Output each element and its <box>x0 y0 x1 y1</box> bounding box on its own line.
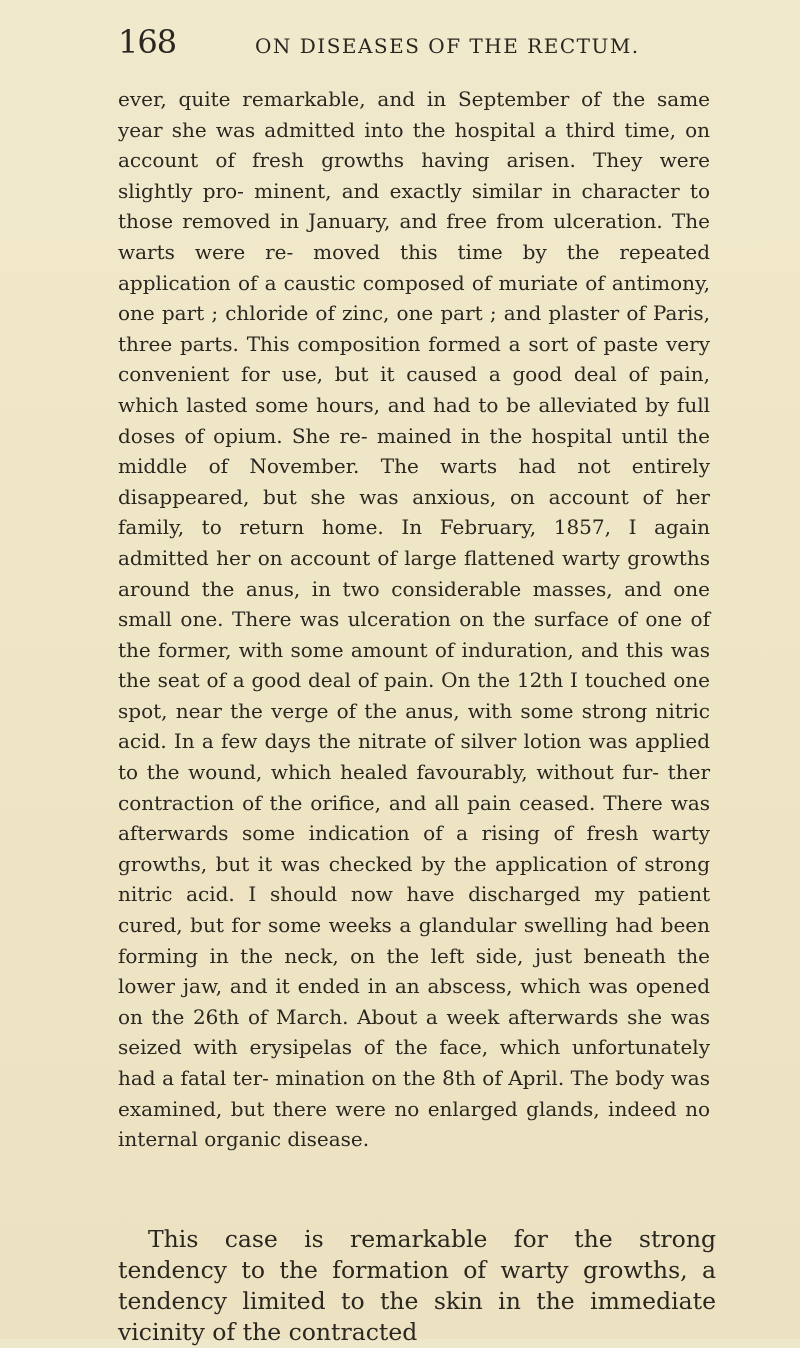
body-paragraph-2: This case is remarkable for the strong tendency to the formation of warty growths, a tendency limited to the skin in the immediate vicinity of the contracted <box>118 1225 716 1346</box>
running-head: ON DISEASES OF THE RECTUM. <box>255 34 640 58</box>
body-paragraph-1: ever, quite remarkable, and in September of the same year she was admitted into the hospital a third time, on account of fresh growths having arisen. They were slightly pro- minent, and exactly similar in character to those removed in January, and free from ulceration. The warts were re- moved this time by the repeated application of a caustic composed of muriate of antimony, one part ; chloride of zinc, one part ; and plaster of Paris, three parts. This composition formed a sort of paste very convenient for use, but it caused a good deal of pain, which lasted some hours, and had to be alleviated by full doses of opium. She re- mained in the hospital until the middle of November. The warts had not entirely disappeared, but she was anxious, on account of her family, to return home. In February, 1857, I again admitted her on account of large flattened warty growths around the anus, in two considerable masses, and one small one. There was ulceration on the surface of one of the former, with some amount of induration, and this was the seat of a good deal of pain. On the 12th I touched one spot, near the verge of the anus, with some strong nitric acid. In a few days the nitrate of silver lotion was applied to the wound, which healed favourably, without fur- ther contraction of the orifice, and all pain ceased. There was afterwards some indication of a rising of fresh warty growths, but it was checked by the application of strong nitric acid. I should now have discharged my patient cured, but for some weeks a glandular swelling had been forming in the neck, on the left side, just beneath the lower jaw, and it ended in an abscess, which was opened on the 26th of March. About a week afterwards she was seized with erysipelas of the face, which unfortunately had a fatal ter- mination on the 8th of April. The body was examined, but there were no enlarged glands, indeed no internal organic disease. <box>118 87 710 1152</box>
page-header <box>0 22 800 62</box>
page-number: 168 <box>118 23 177 61</box>
